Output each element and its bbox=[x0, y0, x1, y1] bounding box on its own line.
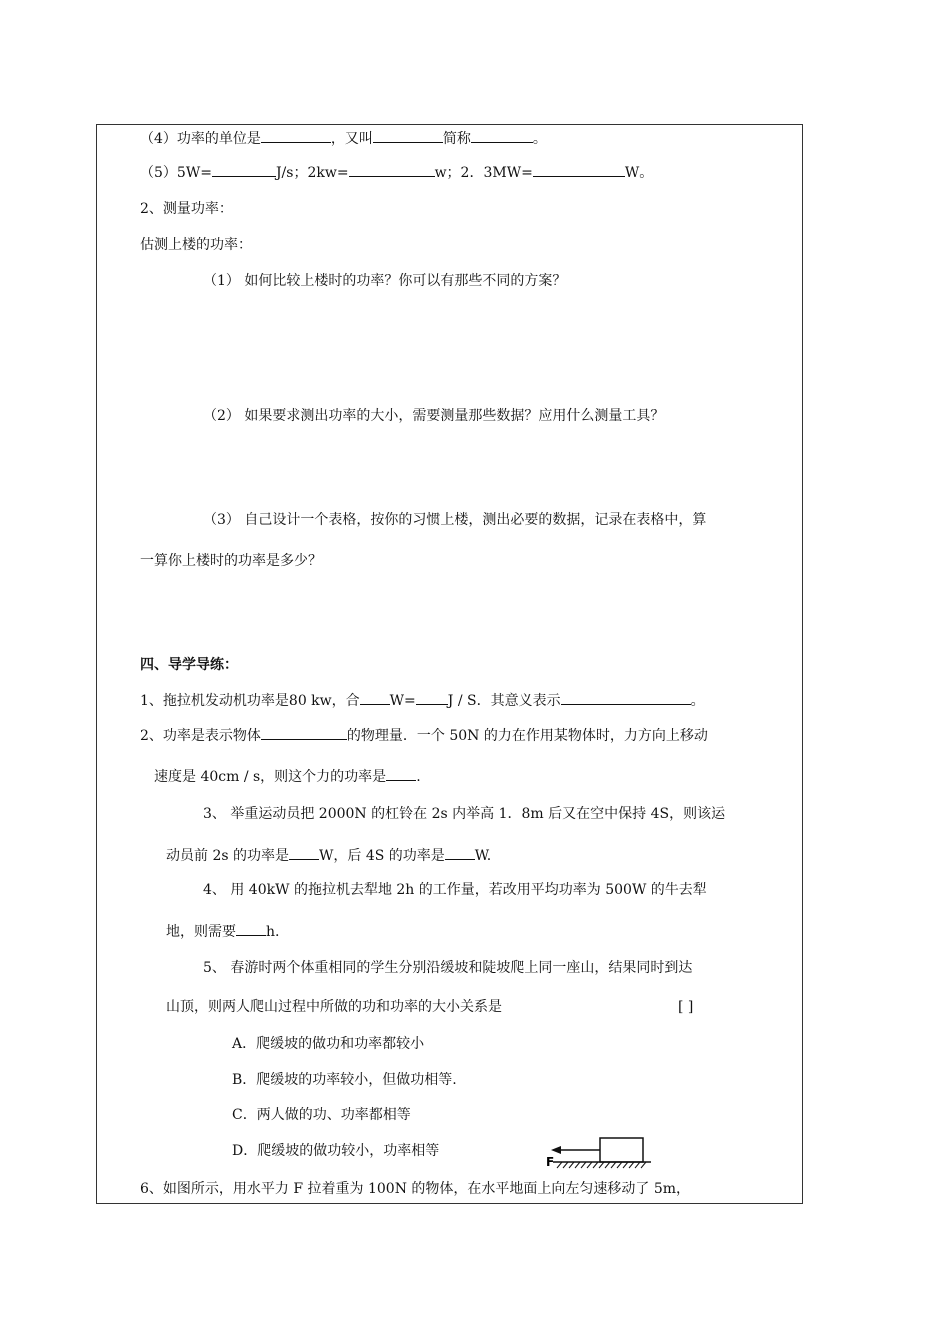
exercise-5-line-2: 山顶，则两人爬山过程中所做的功和功率的大小关系是 bbox=[166, 999, 502, 1015]
blank[interactable] bbox=[349, 162, 435, 177]
option-b[interactable]: B．爬缓坡的功率较小，但做功相等. bbox=[232, 1072, 457, 1088]
exercise-5-line-1: 5、 春游时两个体重相同的学生分别沿缓坡和陡坡爬上同一座山，结果同时到达 bbox=[203, 960, 693, 976]
section-heading: 四、导学导练： bbox=[140, 657, 238, 673]
blank[interactable] bbox=[445, 845, 475, 860]
force-label: F bbox=[546, 1155, 555, 1169]
force-arrow-head bbox=[551, 1146, 561, 1154]
blank[interactable] bbox=[386, 766, 416, 781]
block-shape bbox=[600, 1138, 643, 1162]
blank[interactable] bbox=[261, 725, 347, 740]
blank[interactable] bbox=[471, 128, 533, 143]
exercise-6-line-1: 6、如图所示，用水平力 F 拉着重为 100N 的物体，在水平地面上向左匀速移动了 5m， bbox=[140, 1181, 691, 1197]
blank[interactable] bbox=[360, 690, 390, 705]
question-5-line: （5）5W= J/s；2kw= w；2．3MW= W。 bbox=[140, 162, 653, 183]
blank[interactable] bbox=[416, 690, 448, 705]
exercise-4-line-1: 4、 用 40kW 的拖拉机去犁地 2h 的工作量，若改用平均功率为 500W 的牛去犁 bbox=[203, 882, 707, 898]
exercise-2-line-1: 2、功率是表示物体 的物理量．一个 50N 的力在作用某物体时，力方向上移动 bbox=[140, 725, 708, 746]
exercise-3-line-2: 动员前 2s 的功率是 W，后 4S 的功率是 W. bbox=[166, 845, 491, 866]
exercise-1: 1、拖拉机发动机功率是80 kw，合 W= J / S．其意义表示 。 bbox=[140, 690, 705, 711]
exercise-4-line-2: 地，则需要 h. bbox=[166, 921, 279, 942]
measure-power-title: 2、测量功率： bbox=[140, 201, 233, 217]
sub-question-1: （1） 如何比较上楼时的功率？你可以有那些不同的方案？ bbox=[203, 273, 567, 289]
blank[interactable] bbox=[373, 128, 443, 143]
blank[interactable] bbox=[533, 162, 625, 177]
blank[interactable] bbox=[212, 162, 276, 177]
option-c[interactable]: C．两人做的功、功率都相等 bbox=[232, 1107, 411, 1123]
sub-question-2: （2） 如果要求测出功率的大小，需要测量那些数据？应用什么测量工具？ bbox=[203, 408, 665, 424]
option-a[interactable]: A．爬缓坡的做功和功率都较小 bbox=[232, 1036, 425, 1052]
exercise-2-line-2: 速度是 40cm / s，则这个力的功率是 . bbox=[154, 766, 421, 787]
blank[interactable] bbox=[261, 128, 331, 143]
sub-question-3-line-1: （3） 自己设计一个表格，按你的习惯上楼，测出必要的数据，记录在表格中，算 bbox=[203, 512, 707, 528]
blank[interactable] bbox=[289, 845, 319, 860]
force-diagram bbox=[545, 1135, 655, 1169]
estimate-power-title: 估测上楼的功率： bbox=[140, 237, 252, 253]
blank[interactable] bbox=[561, 690, 691, 705]
exercise-3-line-1: 3、 举重运动员把 2000N 的杠铃在 2s 内举高 1．8m 后又在空中保持 4S，则该运 bbox=[203, 806, 726, 822]
ground-hatching bbox=[557, 1162, 646, 1168]
sub-question-3-line-2: 一算你上楼时的功率是多少？ bbox=[140, 553, 322, 569]
option-d[interactable]: D．爬缓坡的做功较小，功率相等 bbox=[232, 1143, 440, 1159]
answer-bracket[interactable]: [ ] bbox=[678, 999, 694, 1015]
question-4-line: （4）功率的单位是 ，又叫 简称 。 bbox=[140, 128, 547, 149]
blank[interactable] bbox=[236, 921, 266, 936]
